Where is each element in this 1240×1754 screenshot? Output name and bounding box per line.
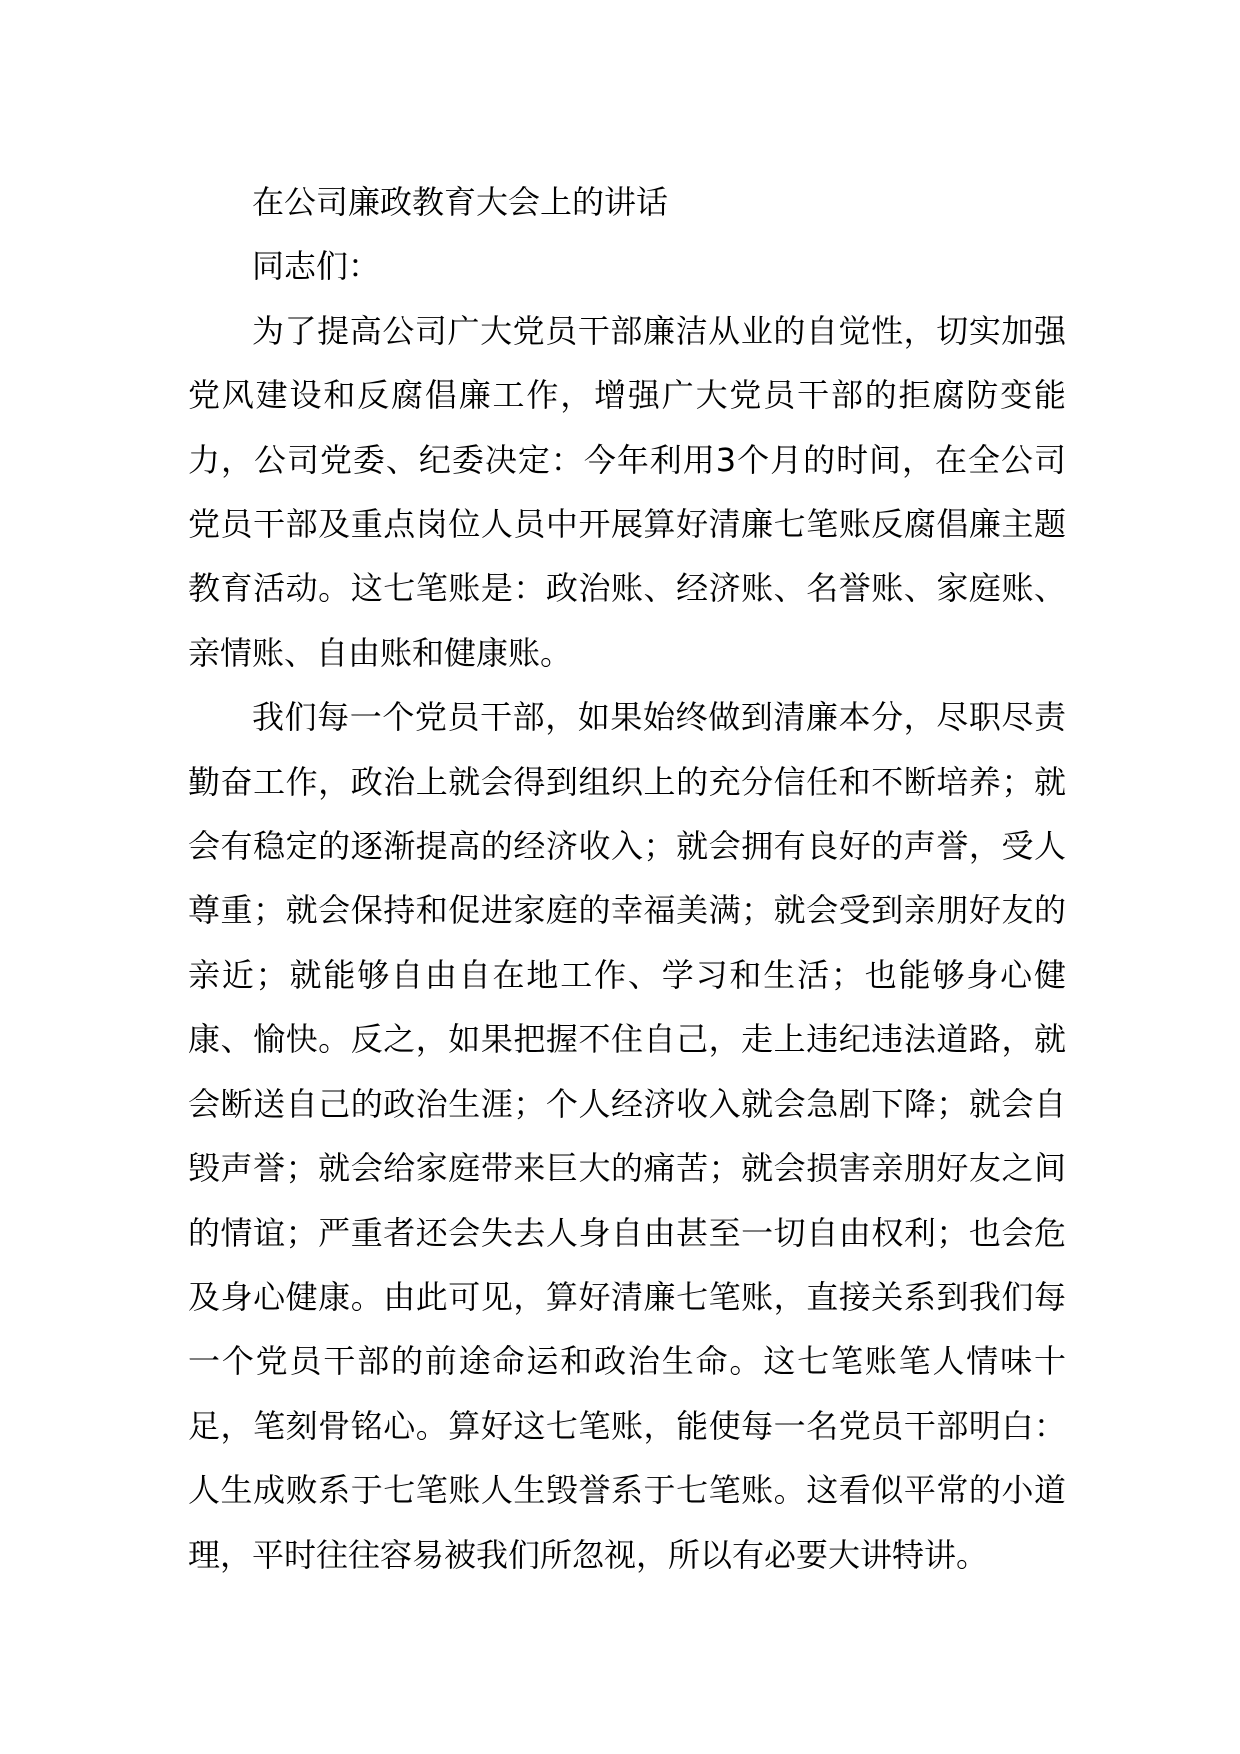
- document-body: [188, 170, 1066, 1587]
- salutation: 同志们：: [252, 247, 381, 286]
- body-paragraph: 我们每一个党员干部，如果始终做到清廉本分，尽职尽责勤奋工作，政治上就会得到组织上的充分信任和不断培养；就会有稳定的逐渐提高的经济收入；就会拥有良好的声誉，受人尊重；就会保持和促进家庭的幸福美满；就会受到亲朋好友的亲近；就能够自由自在地工作、学习和生活；也能够身心健康、愉快。反之，如果把握不住自己，走上违纪违法道路，就会断送自己的政治生涯；个人经济收入就会急剧下降；就会自毁声誉；就会给家庭带来巨大的痛苦；就会损害亲朋好友之间的情谊；严重者还会失去人身自由甚至一切自由权利；也会危及身心健康。由此可见，算好清廉七笔账，直接关系到我们每一个党员干部的前途命运和政治生命。这七笔账笔人情味十足，笔刻骨铭心。算好这七笔账，能使每一名党员干部明白：人生成败系于七笔账人生毁誉系于七笔账。这看似平常的小道理，平时往往容易被我们所忽视，所以有必要大讲特讲。: [188, 698, 1066, 1574]
- body-paragraph: 为了提高公司广大党员干部廉洁从业的自觉性，切实加强党风建设和反腐倡廉工作，增强广大党员干部的拒腐防变能力，公司党委、纪委决定：今年利用3个月的时间，在全公司党员干部及重点岗位人员中开展算好清廉七笔账反腐倡廉主题教育活动。这七笔账是：政治账、经济账、名誉账、家庭账、亲情账、自由账和健康账。: [188, 311, 1066, 672]
- document-title: 在公司廉政教育大会上的讲话: [252, 183, 669, 221]
